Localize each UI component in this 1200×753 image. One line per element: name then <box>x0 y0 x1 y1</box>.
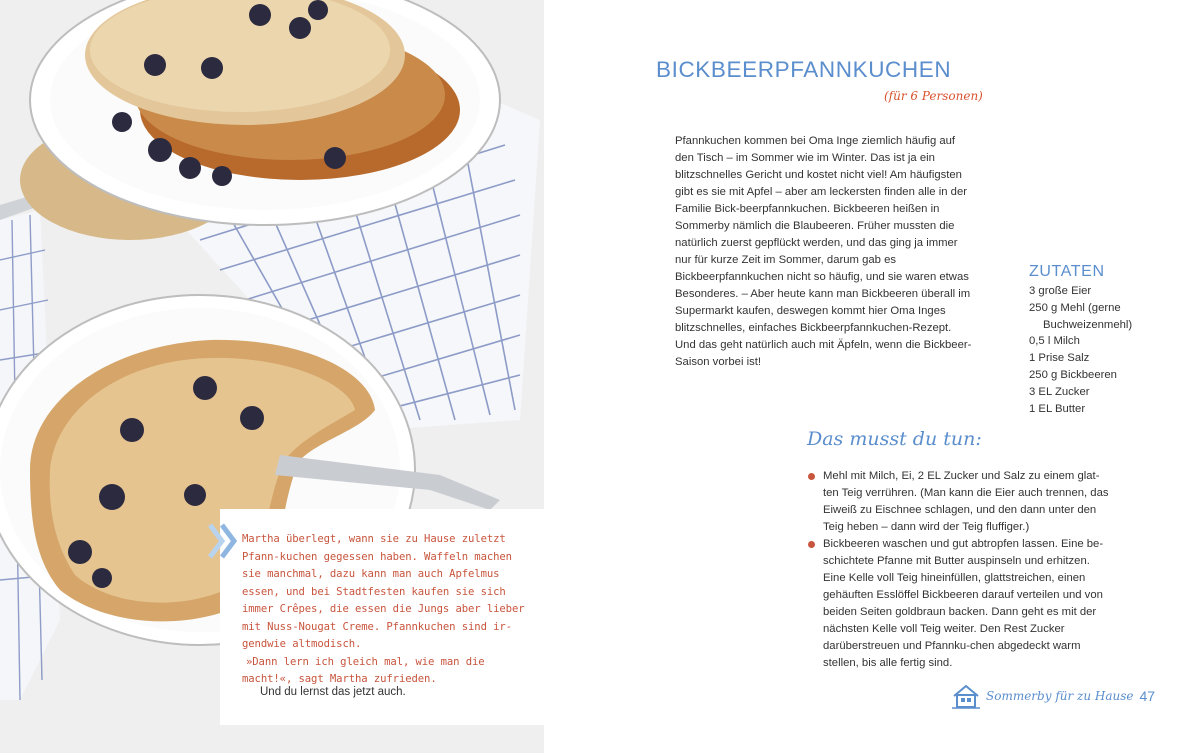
ingredient-item: 1 Prise Salz <box>1029 352 1090 365</box>
chevron-right-icon <box>206 521 246 561</box>
left-page <box>0 0 544 753</box>
recipe-intro <box>675 133 975 371</box>
ingredient-item: Buchweizenmehl) <box>1043 318 1133 331</box>
ingredient-item: 3 große Eier <box>1029 285 1092 297</box>
recipe-title: BICKBEERPFANNKUCHEN <box>656 57 952 82</box>
steps-list <box>808 468 1113 672</box>
step-text: Bickbeeren waschen und gut abtropfen lassen. Eine be-schichtete Pfanne mit Butter auspinseln und erhitzen. Eine Kelle voll Teig hineinfüllen, glattstreichen, einen gehäuften Esslöffel Bickbeeren darauf verteilen und von beiden Seiten goldbraun backen. Dann geht es mit der nächsten Kelle voll Teig weiter. Den Rest Zucker darüberstreuen und Pfannku-chen abgedeckt warm stellen, bis alle fertig sind. <box>823 538 1104 669</box>
step-item <box>808 536 1113 672</box>
right-page <box>544 0 1200 753</box>
ingredient-item: 250 g Bickbeeren <box>1029 368 1117 381</box>
ingredient-item: 0,5 l Milch <box>1029 335 1080 348</box>
page-number: 47 <box>1139 688 1156 704</box>
ingredients-list <box>1029 283 1132 417</box>
quote-footer: Und du lernst das jetzt auch. <box>260 686 406 698</box>
quote-box <box>220 509 544 725</box>
intro-paragraph: Pfannkuchen kommen bei Oma Inge ziemlich häufig auf den Tisch – im Sommer wie im Winter. Das ist ja ein blitzschnelles Gericht und kostet nicht viel! Am häufigsten gibt es sie mit Apfel – aber am leckersten finden alle in der Familie Bick-beerpfannkuchen. Bickbeeren heißen in Sommerby nämlich die Blaubeeren. Früher mussten die natürlich zuerst gepflückt werden, und das ging ja immer nur für kurze Zeit im Sommer, darum gab es Bickbeerpfannkuchen nicht so häufig, und sie waren etwas Besonderes. – Aber heute kann man Bickbeeren überall im Supermarkt kaufen, deswegen kommt hier Oma Inges blitzschnelles, einfaches Bickbeerpfannkuchen-Rezept. Und das geht natürlich auch mit Äpfeln, wenn die Bickbeer-Saison vorbei ist! <box>675 135 972 368</box>
ingredients-title: ZUTATEN <box>1029 263 1105 280</box>
step-item <box>808 468 1113 536</box>
ingredient-item: 3 EL Zucker <box>1029 385 1090 398</box>
house-icon <box>952 683 980 709</box>
steps-title: Das musst du tun: <box>807 428 982 450</box>
recipe-subtitle: (für 6 Personen) <box>884 89 983 103</box>
page-footer <box>952 681 1155 711</box>
bullet-icon <box>808 541 815 548</box>
quote-text <box>242 531 534 689</box>
step-text: Mehl mit Milch, Ei, 2 EL Zucker und Salz zu einem glat-ten Teig verrühren. (Man kann die Eier auch trennen, das Eiweiß zu Eischnee schlagen, und den dann unter den Teig heben – dann wird der Teig fluffiger.) <box>823 470 1109 533</box>
ingredient-item: 250 g Mehl (gerne <box>1029 301 1121 314</box>
quote-paragraph: »Dann lern ich gleich mal, wie man die macht!«, sagt Martha zufrieden. <box>242 655 485 685</box>
bullet-icon <box>808 473 815 480</box>
quote-paragraph: Martha überlegt, wann sie zu Hause zuletzt Pfann-kuchen gegessen haben. Waffeln machen sie manchmal, dazu kann man auch Apfelmus essen, und bei Stadtfesten kaufen sie sich immer Crêpes, die essen die Jungs aber lieber mit Nuss-Nougat Creme. Pfannkuchen sind ir-gendwie altmodisch. <box>242 533 525 650</box>
footer-text: Sommerby für zu Hause <box>986 689 1134 703</box>
ingredient-item: 1 EL Butter <box>1029 402 1086 415</box>
